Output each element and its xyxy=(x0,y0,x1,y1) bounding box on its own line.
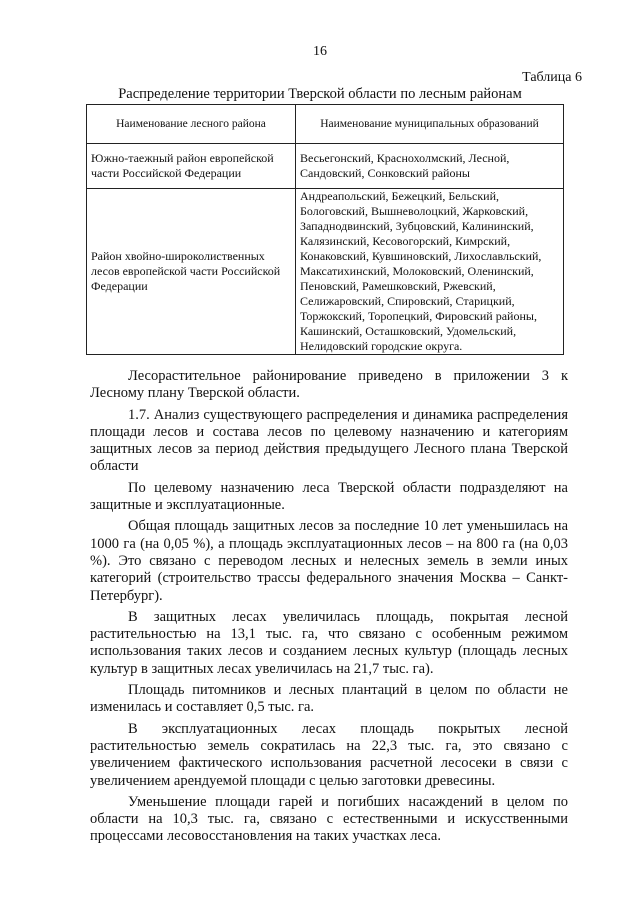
paragraph: По целевому назначению леса Тверской области подразделяют на защитные и эксплуатационные. xyxy=(90,479,568,514)
table-header-row xyxy=(87,105,564,144)
paragraph: Общая площадь защитных лесов за последние 10 лет уменьшилась на 1000 га (на 0,05 %), а площадь эксплуатационных лесов – на 800 га (на 0,03 %). Это связано с переводом лесных и нелесных земель в земли иных категорий (строительство трассы федерального значения Москва – Санкт-Петербург). xyxy=(90,518,568,604)
paragraph: Лесорастительное районирование приведено в приложении 3 к Лесному плану Тверской области. xyxy=(90,368,568,402)
cell-municipalities: Андреапольский, Бежецкий, Бельский, Бологовский, Вышневолоцкий, Жарковский, Западнодвинский, Зубцовский, Калининский, Калязинский, Кесовогорский, Кимрский, Конаковский, Кувшиновский, Лихославльский, Максатихинский, Молоковский, Оленинский, Пеновский, Рамешковский, Ржевский, Селижаровский, Спировский, Старицкий, Торжокский, Торопецкий, Фировский районы, Кашинский, Осташковский, Удомельский, Нелидовский городские округа. xyxy=(296,189,564,355)
cell-district: Район хвойно-широколиственных лесов европейской части Российской Федерации xyxy=(87,189,296,355)
paragraph: В защитных лесах увеличилась площадь, покрытая лесной растительностью на 13,1 тыс. га, что связано с особенным режимом использования таких лесов и созданием лесных культур (площадь лесных культур в защитных лесах увеличилась на 21,7 тыс. га). xyxy=(90,608,568,677)
paragraph: Уменьшение площади гарей и погибших насаждений в целом по области на 10,3 тыс. га, связано с естественными и искусственными процессами лесовосстановления на таких участках леса. xyxy=(90,793,568,845)
section-heading: 1.7. Анализ существующего распределения и динамика распределения площади лесов и состава лесов по целевому назначению и категориям защитных лесов за период действия предыдущего Лесного плана Тверской области xyxy=(90,406,568,475)
table-row xyxy=(87,189,564,355)
cell-municipalities: Весьегонский, Краснохолмский, Лесной, Сандовский, Сонковский районы xyxy=(296,144,564,189)
body-text xyxy=(90,368,568,846)
forest-districts-table xyxy=(86,104,564,355)
header-municipalities: Наименование муниципальных образований xyxy=(296,105,564,144)
table-row xyxy=(87,144,564,189)
table-label: Таблица 6 xyxy=(522,70,582,85)
header-district: Наименование лесного района xyxy=(87,105,296,144)
paragraph: В эксплуатационных лесах площадь покрытых лесной растительностью земель сократилась на 22,3 тыс. га, это связано с увеличением фактического использования расчетной лесосеки в связи с увеличением арендуемой площади с целью заготовки древесины. xyxy=(90,720,568,789)
paragraph: Площадь питомников и лесных плантаций в целом по области не изменилась и составляет 0,5 тыс. га. xyxy=(90,682,568,716)
page-number: 16 xyxy=(313,44,327,59)
table-title: Распределение территории Тверской области по лесным районам xyxy=(118,86,522,102)
cell-district: Южно-таежный район европейской части Российской Федерации xyxy=(87,144,296,189)
